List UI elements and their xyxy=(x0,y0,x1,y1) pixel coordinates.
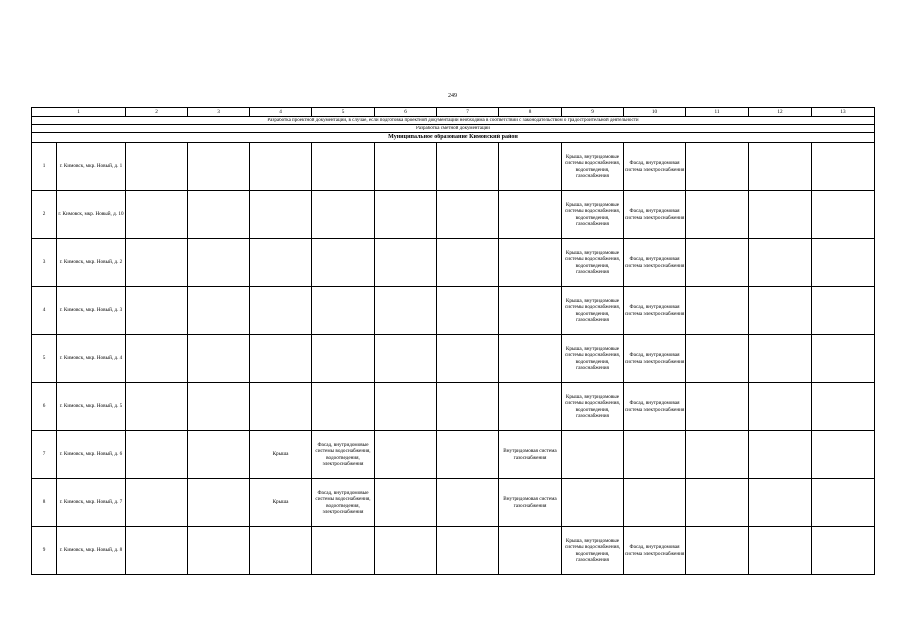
cell-col-3 xyxy=(188,479,250,527)
column-header-4-text: 4 xyxy=(279,108,282,115)
cell-col-9-text: Крыша, внутридомовые системы водоснабжения, водоотведения, газоснабжения xyxy=(564,202,621,227)
address-cell xyxy=(57,191,126,239)
cell-col-5 xyxy=(312,431,375,479)
cell-col-13 xyxy=(812,335,875,383)
column-header-8-text: 8 xyxy=(528,108,532,115)
cell-col-3 xyxy=(188,287,250,335)
cell-col-4 xyxy=(250,527,312,575)
column-header-8 xyxy=(499,108,562,117)
cell-col-3 xyxy=(188,383,250,431)
row-number-text: 7 xyxy=(42,451,46,458)
table-row xyxy=(32,143,875,191)
cell-col-9 xyxy=(562,143,624,191)
cell-col-10 xyxy=(624,383,686,431)
cell-col-9-text: Крыша, внутридомовые системы водоснабжения, водоотведения, газоснабжения xyxy=(564,538,621,563)
cell-col-12 xyxy=(749,191,812,239)
municipality-heading xyxy=(32,133,875,143)
cell-col-8 xyxy=(499,335,562,383)
cell-col-12 xyxy=(749,527,812,575)
cell-col-2 xyxy=(126,383,188,431)
cell-col-10-text: Фасад, внутридомовая система электроснабжения xyxy=(624,544,685,557)
cell-col-13 xyxy=(812,191,875,239)
column-header-2 xyxy=(126,108,188,117)
column-header-7-text: 7 xyxy=(466,108,469,115)
cell-col-11 xyxy=(686,479,749,527)
cell-col-7 xyxy=(437,479,499,527)
municipality-heading-row xyxy=(32,133,875,143)
cell-col-11 xyxy=(686,239,749,287)
cell-col-5-text: Фасад, внутридомовые системы водоснабжения, водоотведения, электроснабжения xyxy=(315,442,371,467)
cell-col-8 xyxy=(499,479,562,527)
cell-col-12 xyxy=(749,479,812,527)
cell-col-3 xyxy=(188,191,250,239)
column-header-7 xyxy=(437,108,499,117)
cell-col-6 xyxy=(375,239,437,287)
address-cell-text: г. Кимовск, мкр. Новый, д. 8 xyxy=(59,547,123,554)
address-cell-text: г. Кимовск, мкр. Новый, д. 3 xyxy=(59,307,123,314)
address-cell-text: г. Кимовск, мкр. Новый, д. 7 xyxy=(59,499,123,506)
column-header-3 xyxy=(188,108,250,117)
cell-col-10 xyxy=(624,239,686,287)
cell-col-8 xyxy=(499,143,562,191)
address-cell xyxy=(57,143,126,191)
cell-col-3 xyxy=(188,143,250,191)
row-number xyxy=(32,527,57,575)
column-header-6-text: 6 xyxy=(404,108,407,115)
address-cell xyxy=(57,239,126,287)
cell-col-3 xyxy=(188,335,250,383)
cell-col-4 xyxy=(250,335,312,383)
address-cell-text: г. Кимовск, мкр. Новый, д. 10 xyxy=(58,211,124,218)
cell-col-5 xyxy=(312,527,375,575)
cell-col-6 xyxy=(375,335,437,383)
cell-col-10 xyxy=(624,143,686,191)
row-number xyxy=(32,383,57,431)
cell-col-6 xyxy=(375,479,437,527)
address-cell-text: г. Кимовск, мкр. Новый, д. 1 xyxy=(59,163,123,170)
column-header-11-text: 11 xyxy=(714,108,720,115)
cell-col-11 xyxy=(686,527,749,575)
cell-col-8 xyxy=(499,431,562,479)
address-cell-text: г. Кимовск, мкр. Новый, д. 2 xyxy=(59,259,123,266)
cell-col-9-text: Крыша, внутридомовые системы водоснабжения, водоотведения, газоснабжения xyxy=(564,154,621,179)
banner-design-docs-row xyxy=(32,117,875,125)
cell-col-12 xyxy=(749,143,812,191)
cell-col-8 xyxy=(499,191,562,239)
cell-col-10-text: Фасад, внутридомовая система электроснабжения xyxy=(624,208,685,221)
table-row xyxy=(32,383,875,431)
cell-col-6 xyxy=(375,431,437,479)
cell-col-5 xyxy=(312,143,375,191)
row-number-text: 6 xyxy=(42,403,46,410)
row-number-text: 8 xyxy=(42,499,46,506)
cell-col-9-text: Крыша, внутридомовые системы водоснабжения, водоотведения, газоснабжения xyxy=(564,298,621,323)
repair-schedule-table xyxy=(31,107,875,575)
cell-col-13 xyxy=(812,527,875,575)
cell-col-4 xyxy=(250,479,312,527)
row-number-text: 1 xyxy=(42,163,46,170)
cell-col-7 xyxy=(437,383,499,431)
cell-col-2 xyxy=(126,287,188,335)
cell-col-2 xyxy=(126,143,188,191)
cell-col-5 xyxy=(312,239,375,287)
cell-col-4 xyxy=(250,431,312,479)
cell-col-9 xyxy=(562,335,624,383)
cell-col-10 xyxy=(624,479,686,527)
cell-col-8-text: Внутридомовая система газоснабжения xyxy=(503,448,557,461)
cell-col-8-text: Внутридомовая система газоснабжения xyxy=(503,496,557,509)
row-number xyxy=(32,335,57,383)
column-header-1-text: 1 xyxy=(77,108,80,115)
column-header-2-text: 2 xyxy=(155,108,158,115)
address-cell xyxy=(57,335,126,383)
banner-estimate-docs-text: Разработка сметной документации xyxy=(416,125,490,131)
cell-col-2 xyxy=(126,335,188,383)
cell-col-8 xyxy=(499,383,562,431)
table-row xyxy=(32,431,875,479)
cell-col-13 xyxy=(812,287,875,335)
cell-col-9-text: Крыша, внутридомовые системы водоснабжения, водоотведения, газоснабжения xyxy=(564,250,621,275)
cell-col-5 xyxy=(312,479,375,527)
cell-col-5-text: Фасад, внутридомовые системы водоснабжения, водоотведения, электроснабжения xyxy=(315,490,371,515)
row-number xyxy=(32,191,57,239)
cell-col-4 xyxy=(250,239,312,287)
cell-col-7 xyxy=(437,191,499,239)
cell-col-8 xyxy=(499,239,562,287)
cell-col-7 xyxy=(437,239,499,287)
page-number: 249 xyxy=(448,93,457,99)
column-header-13-text: 13 xyxy=(840,108,846,115)
cell-col-6 xyxy=(375,527,437,575)
cell-col-7 xyxy=(437,431,499,479)
cell-col-7 xyxy=(437,287,499,335)
column-header-12 xyxy=(749,108,812,117)
cell-col-12 xyxy=(749,335,812,383)
cell-col-4-text: Крыша xyxy=(272,451,289,458)
cell-col-6 xyxy=(375,191,437,239)
column-header-9 xyxy=(562,108,624,117)
cell-col-8 xyxy=(499,287,562,335)
cell-col-9 xyxy=(562,527,624,575)
cell-col-7 xyxy=(437,527,499,575)
cell-col-10-text: Фасад, внутридомовая система электроснабжения xyxy=(624,352,685,365)
column-header-12-text: 12 xyxy=(777,108,783,115)
cell-col-10-text: Фасад, внутридомовая система электроснабжения xyxy=(624,304,685,317)
cell-col-9 xyxy=(562,239,624,287)
cell-col-8 xyxy=(499,527,562,575)
address-cell-text: г. Кимовск, мкр. Новый, д. 4 xyxy=(59,355,123,362)
table-row xyxy=(32,479,875,527)
cell-col-12 xyxy=(749,431,812,479)
cell-col-6 xyxy=(375,383,437,431)
cell-col-9 xyxy=(562,191,624,239)
cell-col-5 xyxy=(312,335,375,383)
cell-col-7 xyxy=(437,335,499,383)
address-cell xyxy=(57,527,126,575)
cell-col-10 xyxy=(624,191,686,239)
cell-col-10 xyxy=(624,287,686,335)
row-number xyxy=(32,239,57,287)
cell-col-10-text: Фасад, внутридомовая система электроснабжения xyxy=(624,256,685,269)
banner-estimate-docs-row xyxy=(32,125,875,133)
table-row xyxy=(32,191,875,239)
table-row xyxy=(32,527,875,575)
cell-col-9 xyxy=(562,287,624,335)
address-cell-text: г. Кимовск, мкр. Новый, д. 5 xyxy=(59,403,123,410)
cell-col-10 xyxy=(624,431,686,479)
cell-col-2 xyxy=(126,479,188,527)
cell-col-4 xyxy=(250,143,312,191)
table-row xyxy=(32,287,875,335)
cell-col-4 xyxy=(250,191,312,239)
cell-col-9 xyxy=(562,479,624,527)
table-row xyxy=(32,335,875,383)
cell-col-13 xyxy=(812,383,875,431)
column-header-row xyxy=(32,108,875,117)
cell-col-3 xyxy=(188,239,250,287)
row-number xyxy=(32,287,57,335)
row-number xyxy=(32,143,57,191)
cell-col-13 xyxy=(812,143,875,191)
column-header-9-text: 9 xyxy=(591,108,594,115)
column-header-1 xyxy=(32,108,126,117)
address-cell xyxy=(57,287,126,335)
cell-col-10 xyxy=(624,527,686,575)
cell-col-5 xyxy=(312,287,375,335)
cell-col-11 xyxy=(686,191,749,239)
row-number xyxy=(32,479,57,527)
banner-estimate-docs xyxy=(32,125,875,133)
cell-col-11 xyxy=(686,287,749,335)
column-header-10 xyxy=(624,108,686,117)
table-row xyxy=(32,239,875,287)
column-header-11 xyxy=(686,108,749,117)
cell-col-13 xyxy=(812,431,875,479)
cell-col-9-text: Крыша, внутридомовые системы водоснабжения, водоотведения, газоснабжения xyxy=(564,394,621,419)
address-cell xyxy=(57,479,126,527)
cell-col-11 xyxy=(686,335,749,383)
cell-col-9-text: Крыша, внутридомовые системы водоснабжения, водоотведения, газоснабжения xyxy=(564,346,621,371)
cell-col-6 xyxy=(375,143,437,191)
cell-col-6 xyxy=(375,287,437,335)
cell-col-12 xyxy=(749,239,812,287)
cell-col-4 xyxy=(250,287,312,335)
address-cell-text: г. Кимовск, мкр. Новый, д. 6 xyxy=(59,451,123,458)
cell-col-5 xyxy=(312,191,375,239)
column-header-3-text: 3 xyxy=(217,108,220,115)
column-header-6 xyxy=(375,108,437,117)
row-number-text: 4 xyxy=(42,307,46,314)
banner-design-docs xyxy=(32,117,875,125)
row-number xyxy=(32,431,57,479)
row-number-text: 3 xyxy=(42,259,46,266)
cell-col-13 xyxy=(812,479,875,527)
cell-col-7 xyxy=(437,143,499,191)
cell-col-13 xyxy=(812,239,875,287)
cell-col-9 xyxy=(562,431,624,479)
cell-col-3 xyxy=(188,431,250,479)
cell-col-10 xyxy=(624,335,686,383)
cell-col-2 xyxy=(126,191,188,239)
column-header-4 xyxy=(250,108,312,117)
cell-col-10-text: Фасад, внутридомовая система электроснабжения xyxy=(624,400,685,413)
municipality-heading-text: Муниципальное образование Кимовский район xyxy=(388,134,518,141)
address-cell xyxy=(57,383,126,431)
column-header-5 xyxy=(312,108,375,117)
cell-col-10-text: Фасад, внутридомовая система электроснабжения xyxy=(624,160,685,173)
cell-col-4 xyxy=(250,383,312,431)
cell-col-2 xyxy=(126,239,188,287)
column-header-5-text: 5 xyxy=(341,108,345,115)
cell-col-2 xyxy=(126,431,188,479)
cell-col-12 xyxy=(749,383,812,431)
cell-col-11 xyxy=(686,431,749,479)
column-header-10-text: 10 xyxy=(651,108,658,115)
row-number-text: 2 xyxy=(42,211,46,218)
cell-col-4-text: Крыша xyxy=(272,499,289,506)
address-cell xyxy=(57,431,126,479)
cell-col-5 xyxy=(312,383,375,431)
cell-col-2 xyxy=(126,527,188,575)
cell-col-3 xyxy=(188,527,250,575)
column-header-13 xyxy=(812,108,875,117)
cell-col-12 xyxy=(749,287,812,335)
cell-col-9 xyxy=(562,383,624,431)
row-number-text: 9 xyxy=(42,547,46,554)
cell-col-11 xyxy=(686,143,749,191)
banner-design-docs-text: Разработка проектной документации, в случае, если подготовка проектной документации необходима в соответствии с законодательством о градостроительной деятельности xyxy=(267,117,639,123)
cell-col-11 xyxy=(686,383,749,431)
row-number-text: 5 xyxy=(42,355,46,362)
